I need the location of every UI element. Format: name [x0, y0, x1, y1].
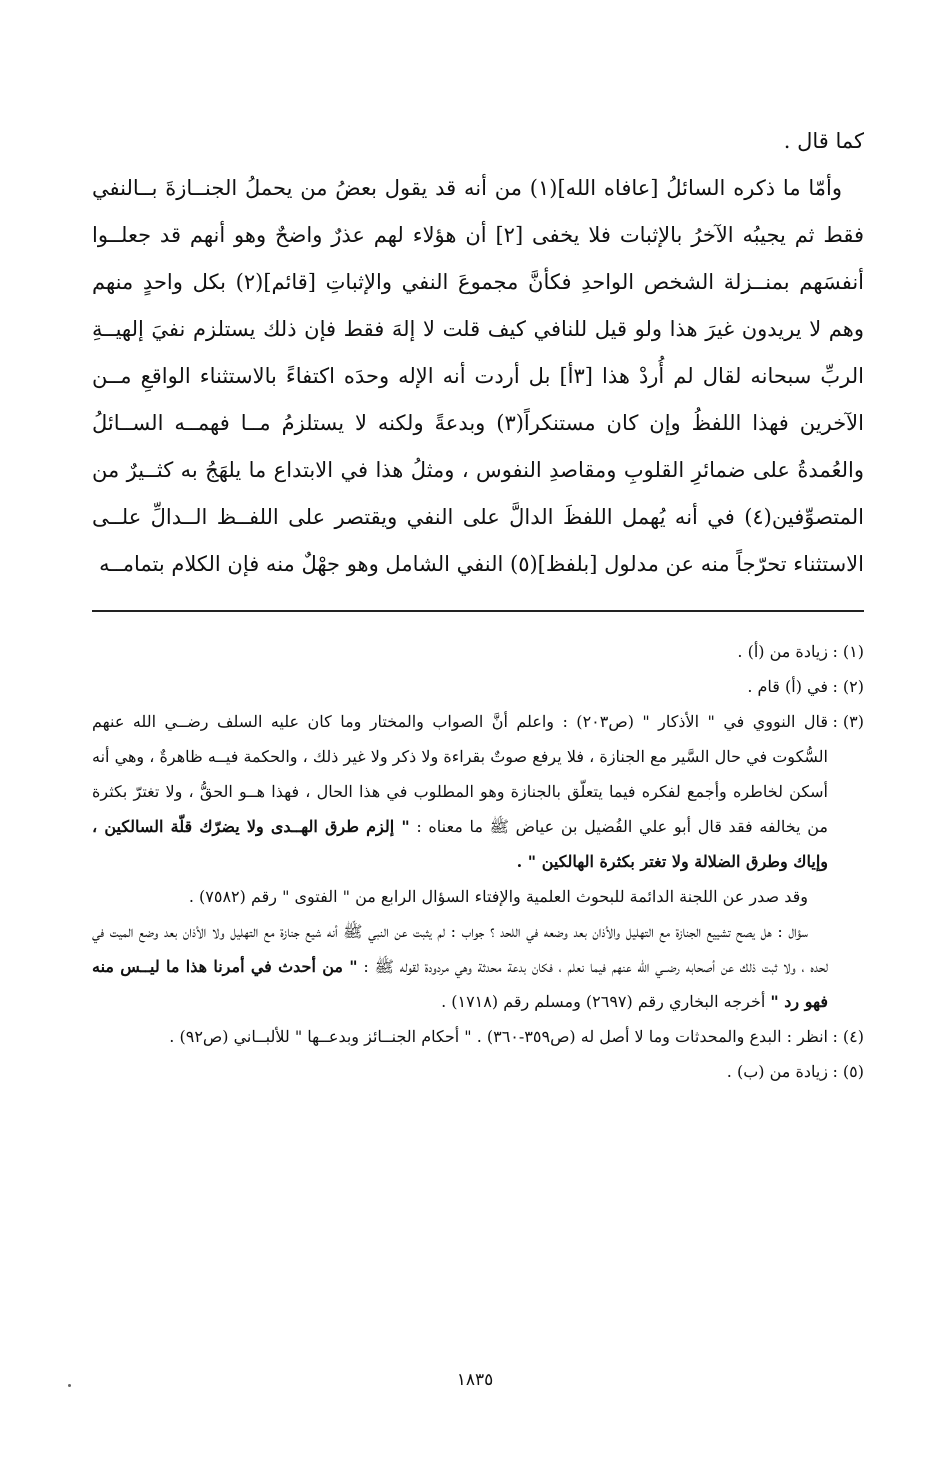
- page-number: ١٨٣٥: [456, 1370, 494, 1390]
- footnote-number: (٥) :: [832, 1062, 864, 1081]
- footnote-3-continuation: وقد صدر عن اللجنة الدائمة للبحوث العلمية والإفتاء السؤال الرابع من " الفتوى " رقم (٧٥٨٢) .: [188, 887, 808, 906]
- text-line-opening: كما قال .: [783, 129, 864, 153]
- footnote-text: سؤال : هل يصح تشييع الجنازة مع التهليل والأذان بعد وضعه في اللحد ؟ جواب : لم يثبت عن النبي ﷺ أنه شيع جنازة مع التهليل ولا الأذان بعد وضع الميت في لحده ، ولا ثبت ذلك عن أصحابه رضــي الله عنهم فيما نعلم ، فكان بدعة محدثة وهي مردودة لقوله ﷺ :: [92, 922, 828, 976]
- footnote-number: (٢) :: [832, 677, 864, 696]
- main-text: [92, 118, 864, 588]
- footnote-text: زيادة من (أ) .: [737, 642, 828, 661]
- footnote-number: (١) :: [832, 642, 864, 661]
- footnote-text: أخرجه البخاري رقم (٢٦٩٧) ومسلم رقم (١٧١٨) .: [441, 992, 766, 1011]
- footnote-separator: [92, 610, 864, 612]
- footnote-3: [92, 704, 864, 879]
- scan-speck: [68, 1384, 71, 1387]
- footnote-text: انظر : البدع والمحدثات وما لا أصل له (ص٣٥٩-٣٦٠) . " أحكام الجنــائز وبدعــها " للألبــاني (ص٩٢) .: [169, 1027, 828, 1046]
- footnotes: [92, 634, 864, 1089]
- footnote-text: زيادة من (ب) .: [726, 1062, 828, 1081]
- footnote-number: (٣) :: [832, 712, 864, 731]
- footnote-1: [92, 634, 864, 669]
- footnote-quote-bold: " إلزم طرق الهــدى ولا يضرّك قلّة السالكين ، وإياك وطرق الضلالة ولا تغتر بكثرة الهالكين " .: [92, 817, 828, 871]
- footnote-hadith-bold: " من أحدث في أمرنا هذا ما ليــس منه فهو رد ": [92, 957, 828, 1011]
- footnote-3-fatwa: [92, 914, 864, 1019]
- footnote-4: [92, 1019, 864, 1054]
- footnote-text: في (أ) قام .: [747, 677, 828, 696]
- text-paragraph: وأمّا ما ذكره السائلُ [عافاه الله](١) من أنه قد يقول بعضُ من يحملُ الجنــازةَ بــالنفي فقط ثم يجيبُه الآخرُ بالإثبات فلا يخفى [٢] أن هؤلاء لهم عذرٌ واضحٌ وهو أنهم قد جعلــوا أنفسَهم بمنــزلة الشخص الواحدِ فكأنَّ مجموعَ النفي والإثباتِ [قائم](٢) بكل واحدٍ منهم وهم لا يريدون غيرَ هذا ولو قيل للنافي كيف قلت لا إلهَ فقط فإن ذلك يستلزم نفيَ إلهيــةِ الربِّ سبحانه لقال لم أُردْ هذا [٣أ] بل أردت أنه الإله وحدَه اكتفاءً بالاستثناء الواقعِ مــن الآخرين فهذا اللفظُ وإن كان مستنكراً(٣) وبدعةً ولكنه لا يستلزمُ مــا فهمــه الســائلُ والعُمدةُ على ضمائرِ القلوبِ ومقاصدِ النفوس ، ومثلُ هذا في الابتداع ما يلهَجُ به كثــيرٌ من المتصوِّفين(٤) في أنه يُهمل اللفظَ الدالَّ على النفي ويقتصر على اللفــظ الــدالِّ علــى الاستثناء تحرّجاً منه عن مدلول [بلفظ](٥) النفي الشامل وهو جهْلٌ منه فإن الكلام بتمامــه: [92, 176, 864, 576]
- footnote-2: [92, 669, 864, 704]
- footnote-text: قال النووي في " الأذكار " (ص٢٠٣) : واعلم أنَّ الصواب والمختار وما كان عليه السلف رضــي الله عنهم السُّكوت في حال السَّير مع الجنازة ، فلا يرفع صوتٌ بقراءة ولا ذكر ولا غير ذلك ، والحكمة فيــه ظاهرةٌ ، وهي أنه أسكن لخاطره وأجمع لفكره فيما يتعلّق بالجنازة وهو المطلوب في هذا الحال ، فهذا هــو الحقُّ ، ولا تغترّ بكثرة من يخالفه فقد قال أبو علي الفُضيل بن عياض ﷺ ما معناه :: [92, 712, 829, 836]
- document-page: [92, 118, 864, 1448]
- footnote-5: [92, 1054, 864, 1089]
- footnote-number: (٤) :: [832, 1027, 864, 1046]
